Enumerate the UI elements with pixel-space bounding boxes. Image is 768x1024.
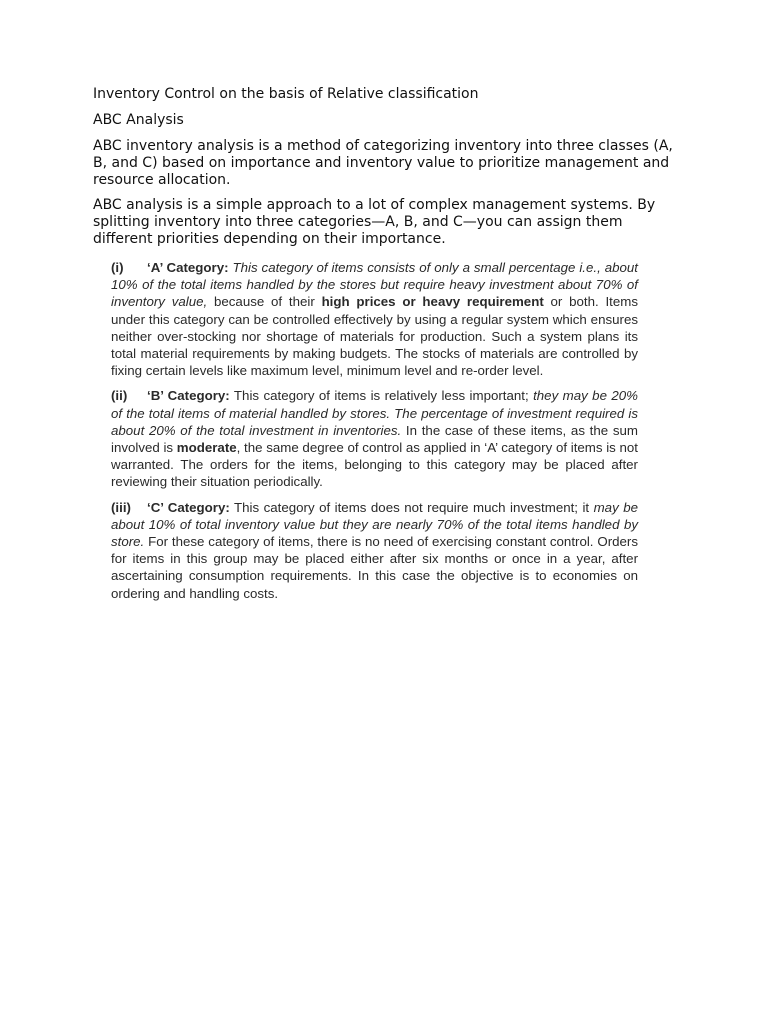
category-c-paragraph <box>111 499 638 602</box>
textbook-excerpt <box>111 259 638 602</box>
document-title: Inventory Control on the basis of Relative classification <box>93 86 479 102</box>
category-c-italic-text: may be about 10% of total inventory value but they are nearly 70% of the total items handled by store. <box>111 499 638 550</box>
category-b-italic-text: they may be 20% of the total items of material handled by stores. The percentage of investment required is about 20% of the total investment in inventories. <box>111 388 639 438</box>
category-a-paragraph <box>111 259 638 379</box>
category-number: (ii) <box>111 388 128 404</box>
category-b-text: This category of items is relatively less important; <box>229 388 534 404</box>
paragraph-definition: ABC inventory analysis is a method of categorizing inventory into three classes (A, B, and C) based on importance and inventory value to prioritize management and resource allocation. <box>93 138 673 188</box>
category-number: (iii) <box>111 499 131 515</box>
category-a-italic-text: This category of items consists of only a small percentage i.e., about 10% of the total items handled by the stores but require heavy investment about 70% of inventory value, <box>111 260 639 310</box>
category-b-paragraph <box>111 387 638 490</box>
category-b-name: ‘B’ Category: <box>147 388 230 404</box>
category-b-bold-text: moderate <box>176 440 237 456</box>
category-a-name: ‘A’ Category: <box>147 260 229 275</box>
section-heading: ABC Analysis <box>93 112 184 128</box>
category-a-bold-text: high prices or heavy requirement <box>321 294 544 310</box>
category-b-text-mid: In the case of these items, as the sum involved is <box>111 422 638 456</box>
category-b-text-rest: , the same degree of control as applied in ‘A’ category of items is not warranted. The orders for the items, belonging to this category may be placed after reviewing their situation periodically. <box>111 440 638 490</box>
document-page <box>93 86 683 610</box>
category-c-text-rest: For these category of items, there is no need of exercising constant control. Orders for items in this group may be placed either after six months or once in a year, after ascertaining consumption requirements. In this case the objective is to economies on ordering and handling costs. <box>111 534 638 601</box>
category-number: (i) <box>111 260 124 275</box>
paragraph-approach: ABC analysis is a simple approach to a lot of complex management systems. By splitting inventory into three categories—A, B, and C—you can assign them different priorities depending on their importance. <box>93 197 656 247</box>
category-c-name: ‘C’ Category: <box>147 499 230 515</box>
category-c-text: This category of items does not require much investment; it <box>229 499 594 515</box>
category-a-text-rest: or both. Items under this category can be controlled effectively by using a regular system which ensures neither over-stocking nor shortage of materials for production. Such a system plans its total material requirements by making budgets. The stocks of materials are controlled by fixing certain levels like maximum level, minimum level and re-order level. <box>111 294 638 379</box>
category-a-text: because of their <box>207 294 322 310</box>
